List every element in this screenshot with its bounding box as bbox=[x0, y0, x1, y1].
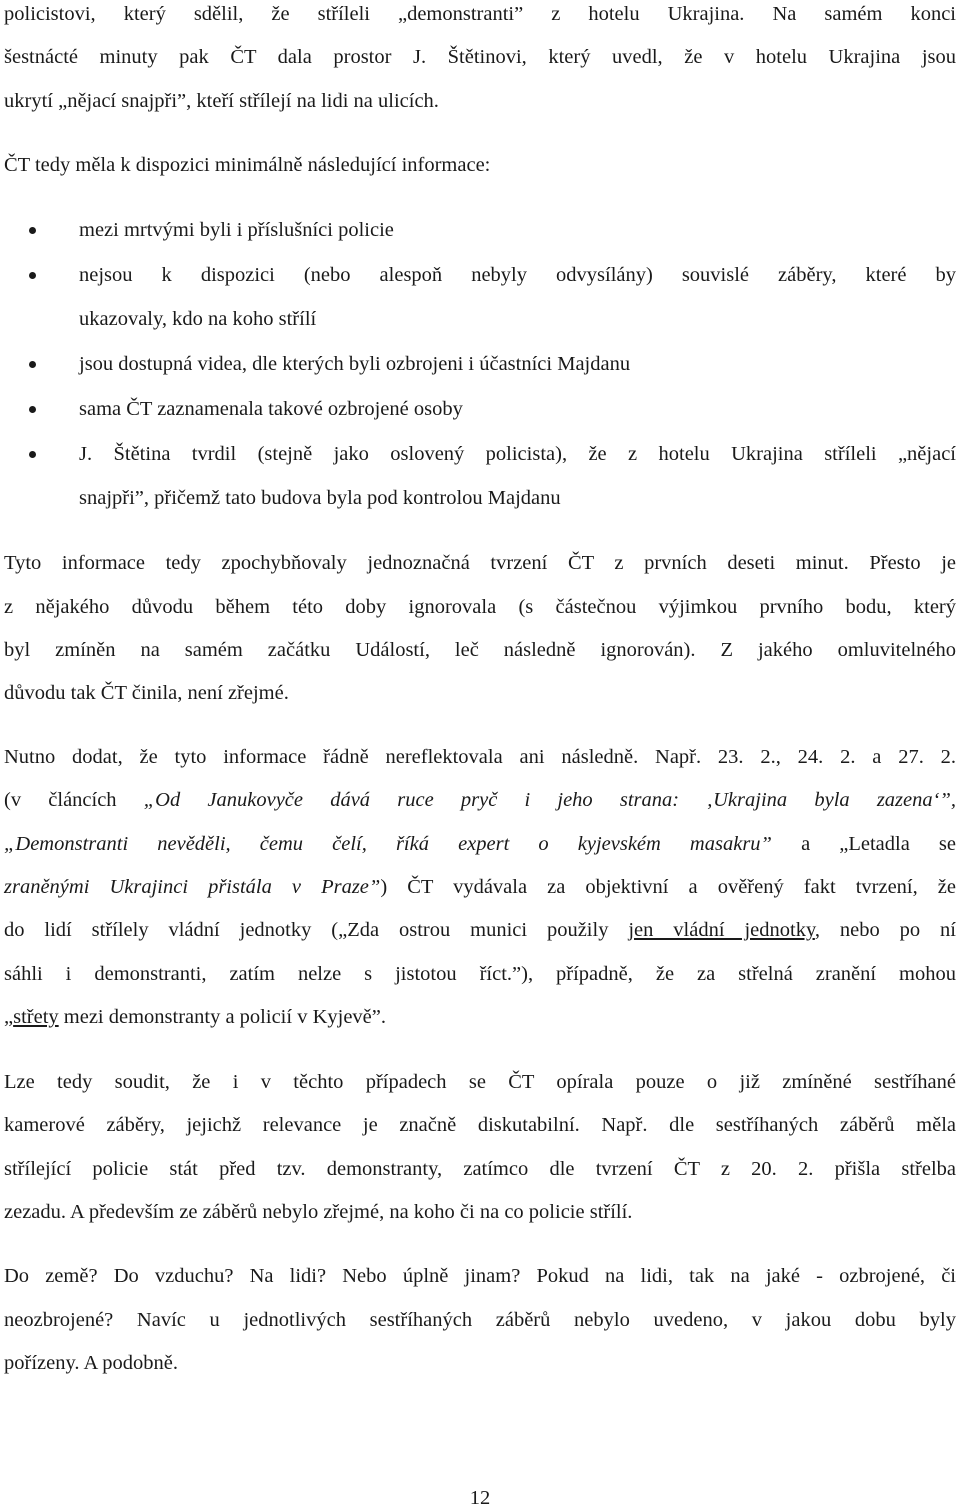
paragraph-line bbox=[4, 788, 956, 812]
bullet-icon bbox=[29, 451, 36, 458]
underlined-quote: střety bbox=[13, 1006, 59, 1028]
paragraph-line: Tyto informace tedy zpochybňovaly jednoznačná tvrzení ČT z prvních deseti minut. Přesto je bbox=[4, 552, 956, 574]
paragraph-text: , nebo po ní bbox=[814, 919, 956, 941]
paragraph-text: (v článcích bbox=[4, 789, 117, 811]
bullet-icon bbox=[29, 361, 36, 368]
paragraph-line: ukrytí „nějací snajpři”, kteří střílejí na lidi na ulicích. bbox=[4, 90, 439, 112]
underlined-quote: jen vládní jednotky bbox=[628, 919, 815, 941]
paragraph-text: „ bbox=[4, 1006, 14, 1028]
paragraph-line: důvodu tak ČT činila, není zřejmé. bbox=[4, 682, 289, 704]
paragraph-line: kamerové záběry, jejichž relevance je značně diskutabilní. Např. dle sestříhaných záběrů měla bbox=[4, 1114, 956, 1136]
article-title: „Demonstranti nevěděli, čemu čelí, říká expert o kyjevském masakru” bbox=[4, 833, 772, 855]
paragraph-line: byl zmíněn na samém začátku Událostí, leč následně ignorován). Z jakého omluvitelného bbox=[4, 639, 956, 661]
paragraph-line: neozbrojené? Navíc u jednotlivých sestříhaných záběrů nebylo uvedeno, v jakou dobu byly bbox=[4, 1309, 956, 1331]
paragraph-text: do lidí střílely vládní jednotky („Zda ostrou munici použily bbox=[4, 919, 629, 941]
bullet-icon bbox=[29, 272, 36, 279]
paragraph-line bbox=[4, 875, 956, 899]
paragraph-line bbox=[4, 1005, 956, 1029]
paragraph-line: Do země? Do vzduchu? Na lidi? Nebo úplně jinam? Pokud na lidi, tak na jaké - ozbrojené, či bbox=[4, 1265, 956, 1287]
bullet-icon bbox=[29, 227, 36, 234]
paragraph-text: a „Letadla se bbox=[801, 833, 957, 855]
list-item-text: J. Štětina tvrdil (stejně jako oslovený policista), že z hotelu Ukrajina stříleli „nějací bbox=[79, 443, 956, 465]
paragraph-line: z nějakého důvodu během této doby ignorovala (s částečnou výjimkou prvního bodu, který bbox=[4, 596, 956, 618]
list-item-text: mezi mrtvými byli i příslušníci policie bbox=[79, 219, 394, 241]
paragraph-text: ) ČT vydávala za objektivní a ověřený fakt tvrzení, že bbox=[380, 876, 956, 898]
list-item-text: jsou dostupná videa, dle kterých byli ozbrojeni i účastníci Majdanu bbox=[79, 353, 631, 375]
bullet-icon bbox=[29, 406, 36, 413]
paragraph-line: pořízeny. A podobně. bbox=[4, 1352, 179, 1374]
paragraph-text: mezi demonstranty a policií v Kyjevě”. bbox=[58, 1006, 386, 1028]
paragraph-line bbox=[4, 832, 956, 856]
paragraph-line: Lze tedy soudit, že i v těchto případech se ČT opírala pouze o již zmíněné sestříhané bbox=[4, 1071, 956, 1093]
paragraph-line bbox=[4, 918, 956, 942]
page-number: 12 bbox=[469, 1487, 491, 1509]
list-item-text: sama ČT zaznamenala takové ozbrojené osoby bbox=[79, 398, 463, 420]
paragraph-line: zezadu. A především ze záběrů nebylo zřejmé, na koho či na co policie střílí. bbox=[4, 1201, 633, 1223]
paragraph-line: šestnácté minuty pak ČT dala prostor J. Štětinovi, který uvedl, že v hotelu Ukrajina jsou bbox=[4, 46, 956, 68]
paragraph-line: střílející policie stát před tzv. demonstranty, zatímco dle tvrzení ČT z 20. 2. přišla střelba bbox=[4, 1158, 956, 1180]
intro-line: ČT tedy měla k dispozici minimálně následující informace: bbox=[4, 154, 491, 176]
article-title: zraněnými Ukrajinci přistála v Praze” bbox=[4, 876, 381, 898]
paragraph-line: policistovi, který sdělil, že stříleli „demonstranti” z hotelu Ukrajina. Na samém konci bbox=[4, 3, 956, 25]
list-item-text: nejsou k dispozici (nebo alespoň nebyly odvysílány) souvislé záběry, které by bbox=[79, 264, 956, 286]
article-title: „Od Janukovyče dává ruce pryč i jeho strana: ‚Ukrajina byla zazena‘”, bbox=[143, 789, 956, 811]
paragraph-line: Nutno dodat, že tyto informace řádně nereflektovala ani následně. Např. 23. 2., 24. 2. a 27. 2. bbox=[4, 746, 956, 768]
list-item-text: ukazovaly, kdo na koho střílí bbox=[79, 308, 317, 330]
paragraph-line: sáhli i demonstranti, zatím nelze s jistotou říct.”), případně, že za střelná zranění mohou bbox=[4, 963, 956, 985]
list-item-text: snajpři”, přičemž tato budova byla pod kontrolou Majdanu bbox=[79, 487, 561, 509]
